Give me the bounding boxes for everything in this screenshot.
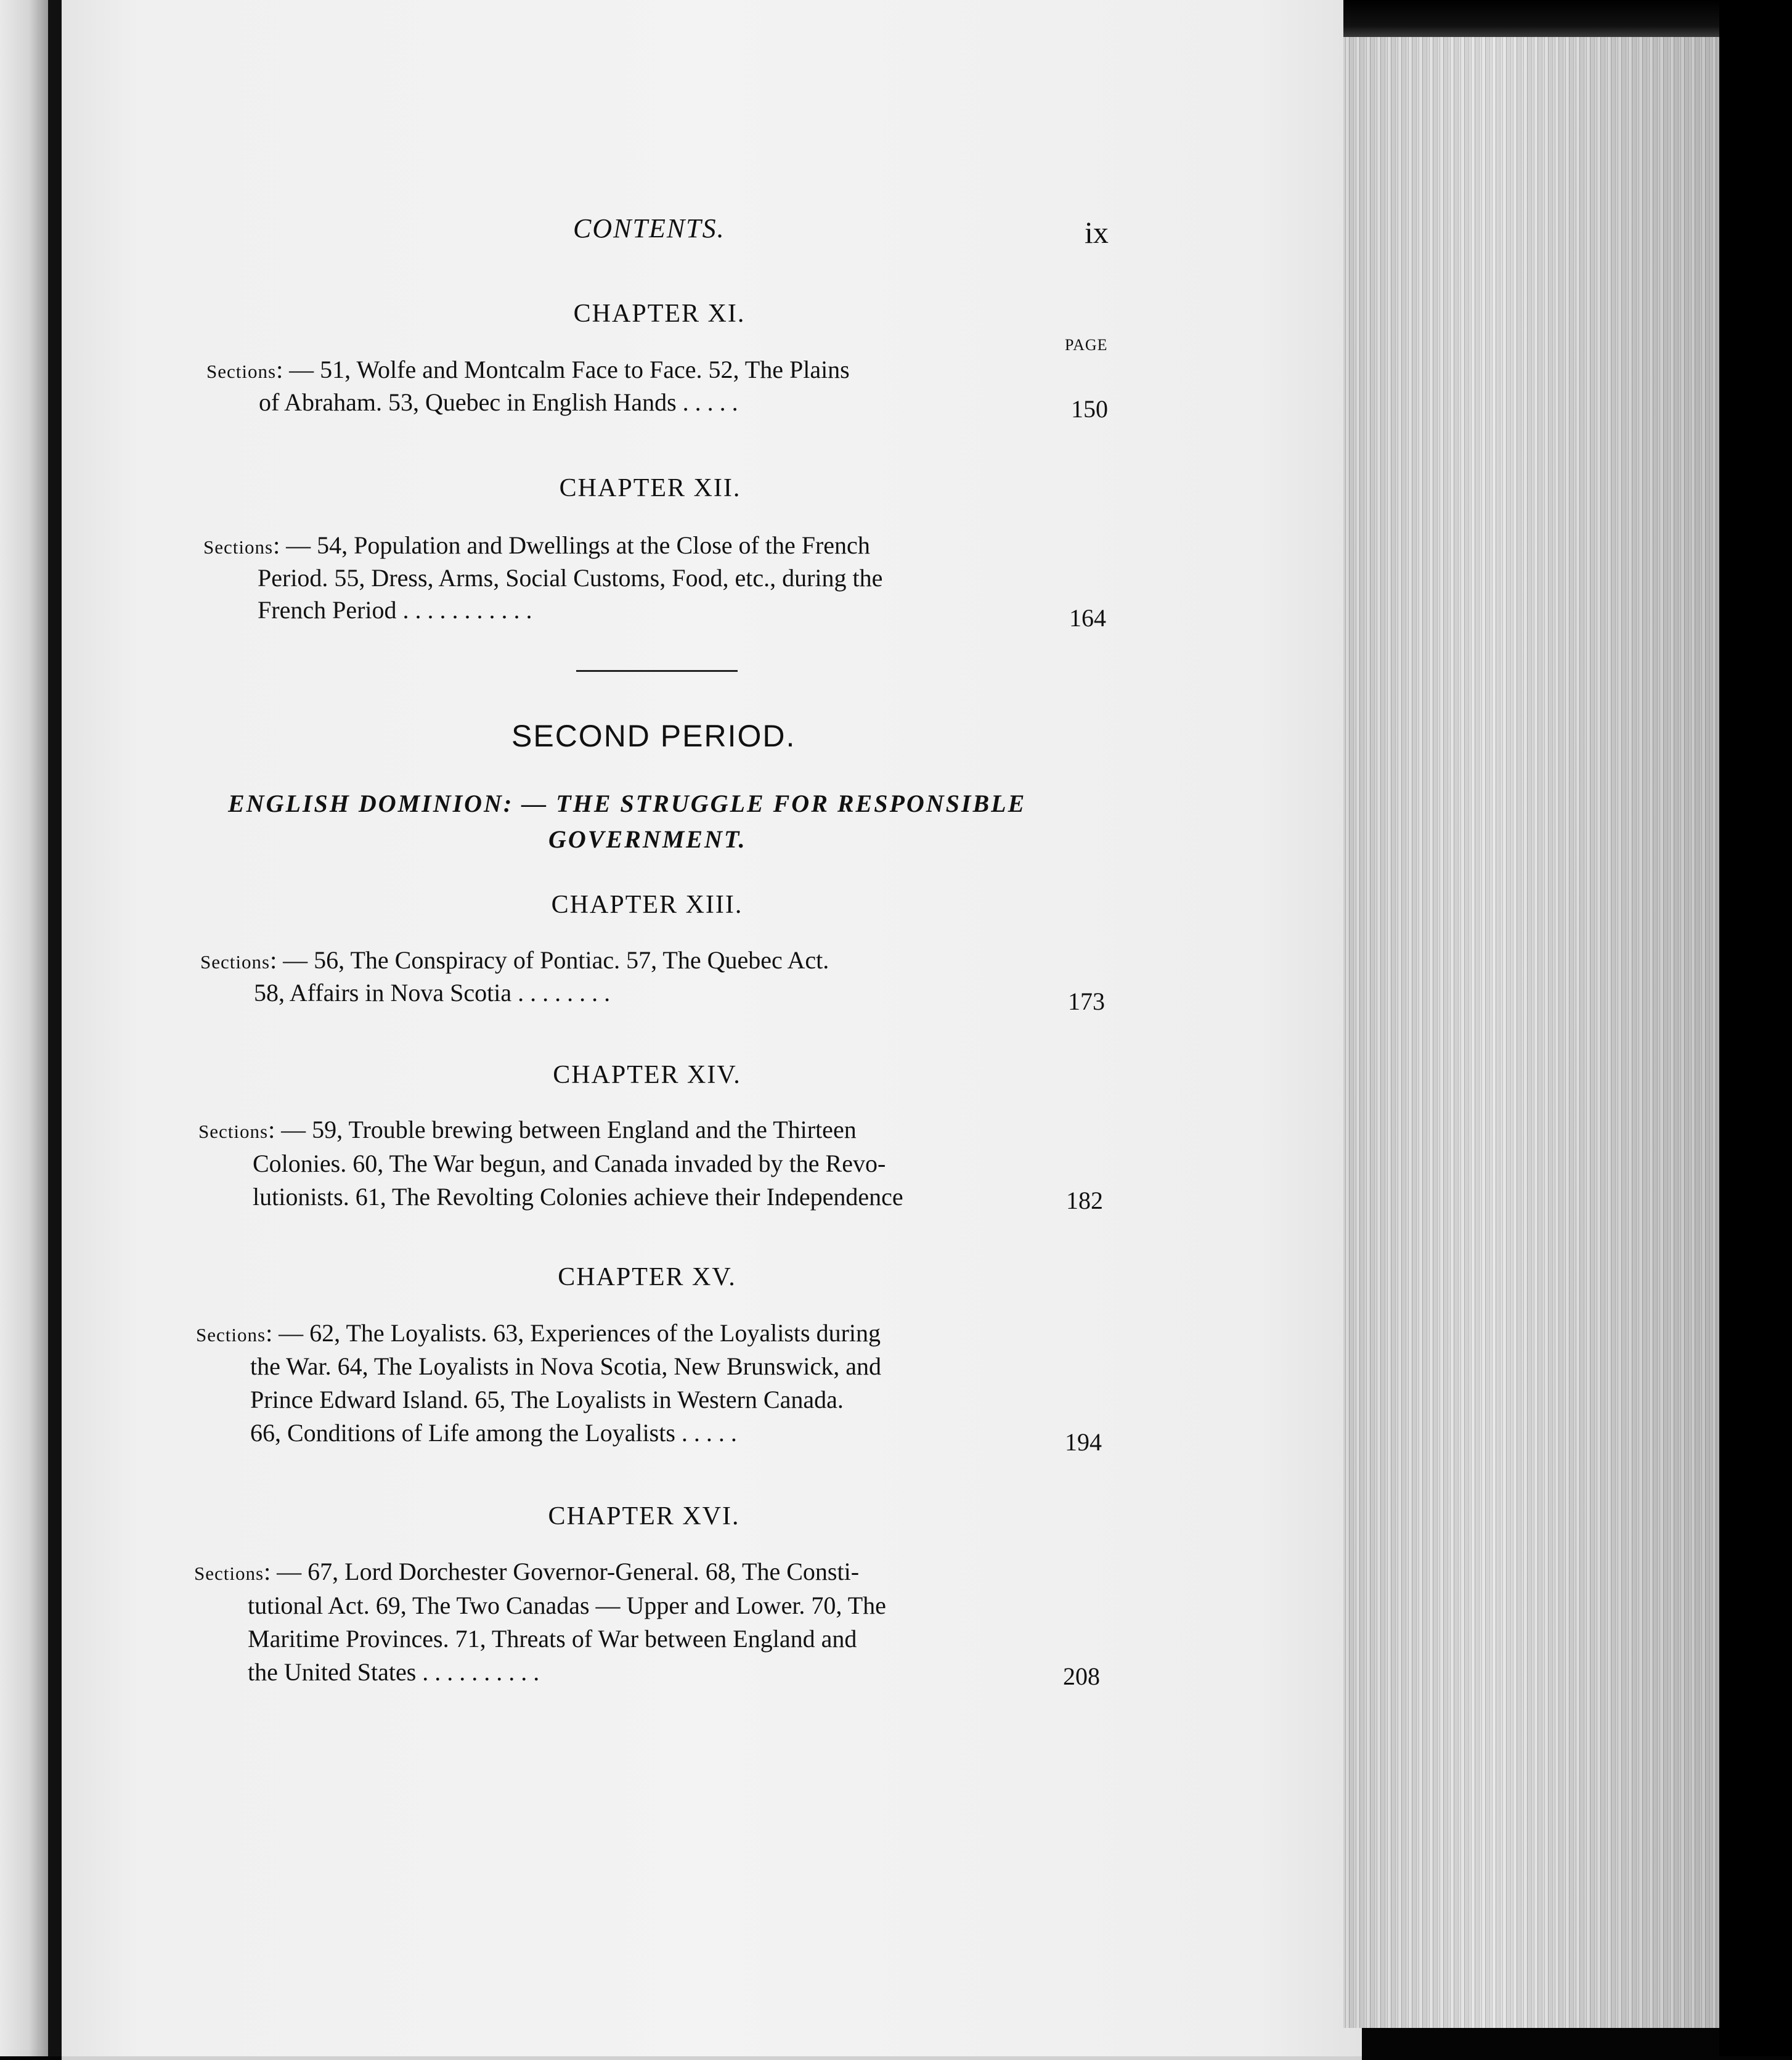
page-ref: 194	[1065, 1428, 1102, 1456]
entry-line: Period. 55, Dress, Arms, Social Customs, Food, etc., during the	[258, 564, 883, 592]
entry-line: 58, Affairs in Nova Scotia . . . . . . . .	[254, 979, 611, 1007]
entry-line: Sections: — 54, Population and Dwellings at the Close of the French	[203, 531, 870, 559]
page-ref: 164	[1069, 604, 1106, 632]
page-ref: 208	[1063, 1662, 1100, 1690]
entry-line: 66, Conditions of Life among the Loyalists . . . . .	[250, 1419, 737, 1447]
page-number: ix	[1085, 215, 1109, 250]
chapter-title: CHAPTER XV.	[558, 1263, 736, 1291]
period-title: SECOND PERIOD.	[511, 719, 796, 753]
running-head: CONTENTS.	[573, 213, 725, 243]
entry-line: Sections: — 51, Wolfe and Montcalm Face to Face. 52, The Plains	[206, 356, 850, 383]
chapter-title: CHAPTER XIV.	[553, 1061, 741, 1089]
entry-line: lutionists. 61, The Revolting Colonies achieve their Independence	[253, 1183, 903, 1211]
chapter-title: CHAPTER XII.	[559, 474, 741, 502]
entry-line: Sections: — 56, The Conspiracy of Pontiac. 57, The Quebec Act.	[200, 946, 829, 974]
entry-line: Colonies. 60, The War begun, and Canada invaded by the Revo-	[253, 1150, 886, 1177]
sections-label: Sections	[203, 536, 274, 558]
sections-label: Sections	[194, 1563, 264, 1584]
entry-line: Maritime Provinces. 71, Threats of War between England and	[248, 1625, 857, 1653]
period-subtitle: GOVERNMENT.	[548, 825, 747, 853]
entry-line: of Abraham. 53, Quebec in English Hands . . . . .	[259, 388, 738, 416]
chapter-title: CHAPTER XVI.	[548, 1502, 740, 1531]
page-ref: 173	[1068, 987, 1105, 1015]
entry-line: tutional Act. 69, The Two Canadas — Upper and Lower. 70, The	[248, 1592, 886, 1619]
page-ref: 150	[1071, 395, 1108, 423]
sections-label: Sections	[198, 1121, 269, 1142]
sections-label: Sections	[200, 951, 271, 973]
entry-line: the War. 64, The Loyalists in Nova Scotia, New Brunswick, and	[250, 1352, 882, 1380]
entry-line: Prince Edward Island. 65, The Loyalists in Western Canada.	[250, 1386, 844, 1413]
entry-line: Sections: — 67, Lord Dorchester Governor-General. 68, The Consti-	[194, 1558, 860, 1585]
chapter-title: CHAPTER XI.	[573, 300, 746, 328]
page-ref: 182	[1066, 1187, 1103, 1214]
sections-label: Sections	[206, 361, 277, 382]
entry-line: Sections: — 59, Trouble brewing between England and the Thirteen	[198, 1116, 857, 1143]
chapter-title: CHAPTER XIII.	[551, 891, 743, 919]
entry-line: the United States . . . . . . . . . .	[248, 1658, 540, 1686]
section-divider-rule	[576, 670, 738, 672]
period-subtitle: ENGLISH DOMINION: — THE STRUGGLE FOR RESPONSIBLE	[228, 790, 1027, 817]
page-column-label: PAGE	[1065, 336, 1108, 354]
entry-line: Sections: — 62, The Loyalists. 63, Experiences of the Loyalists during	[196, 1319, 881, 1347]
entry-line: French Period . . . . . . . . . . .	[258, 596, 532, 624]
sections-label: Sections	[196, 1324, 266, 1346]
